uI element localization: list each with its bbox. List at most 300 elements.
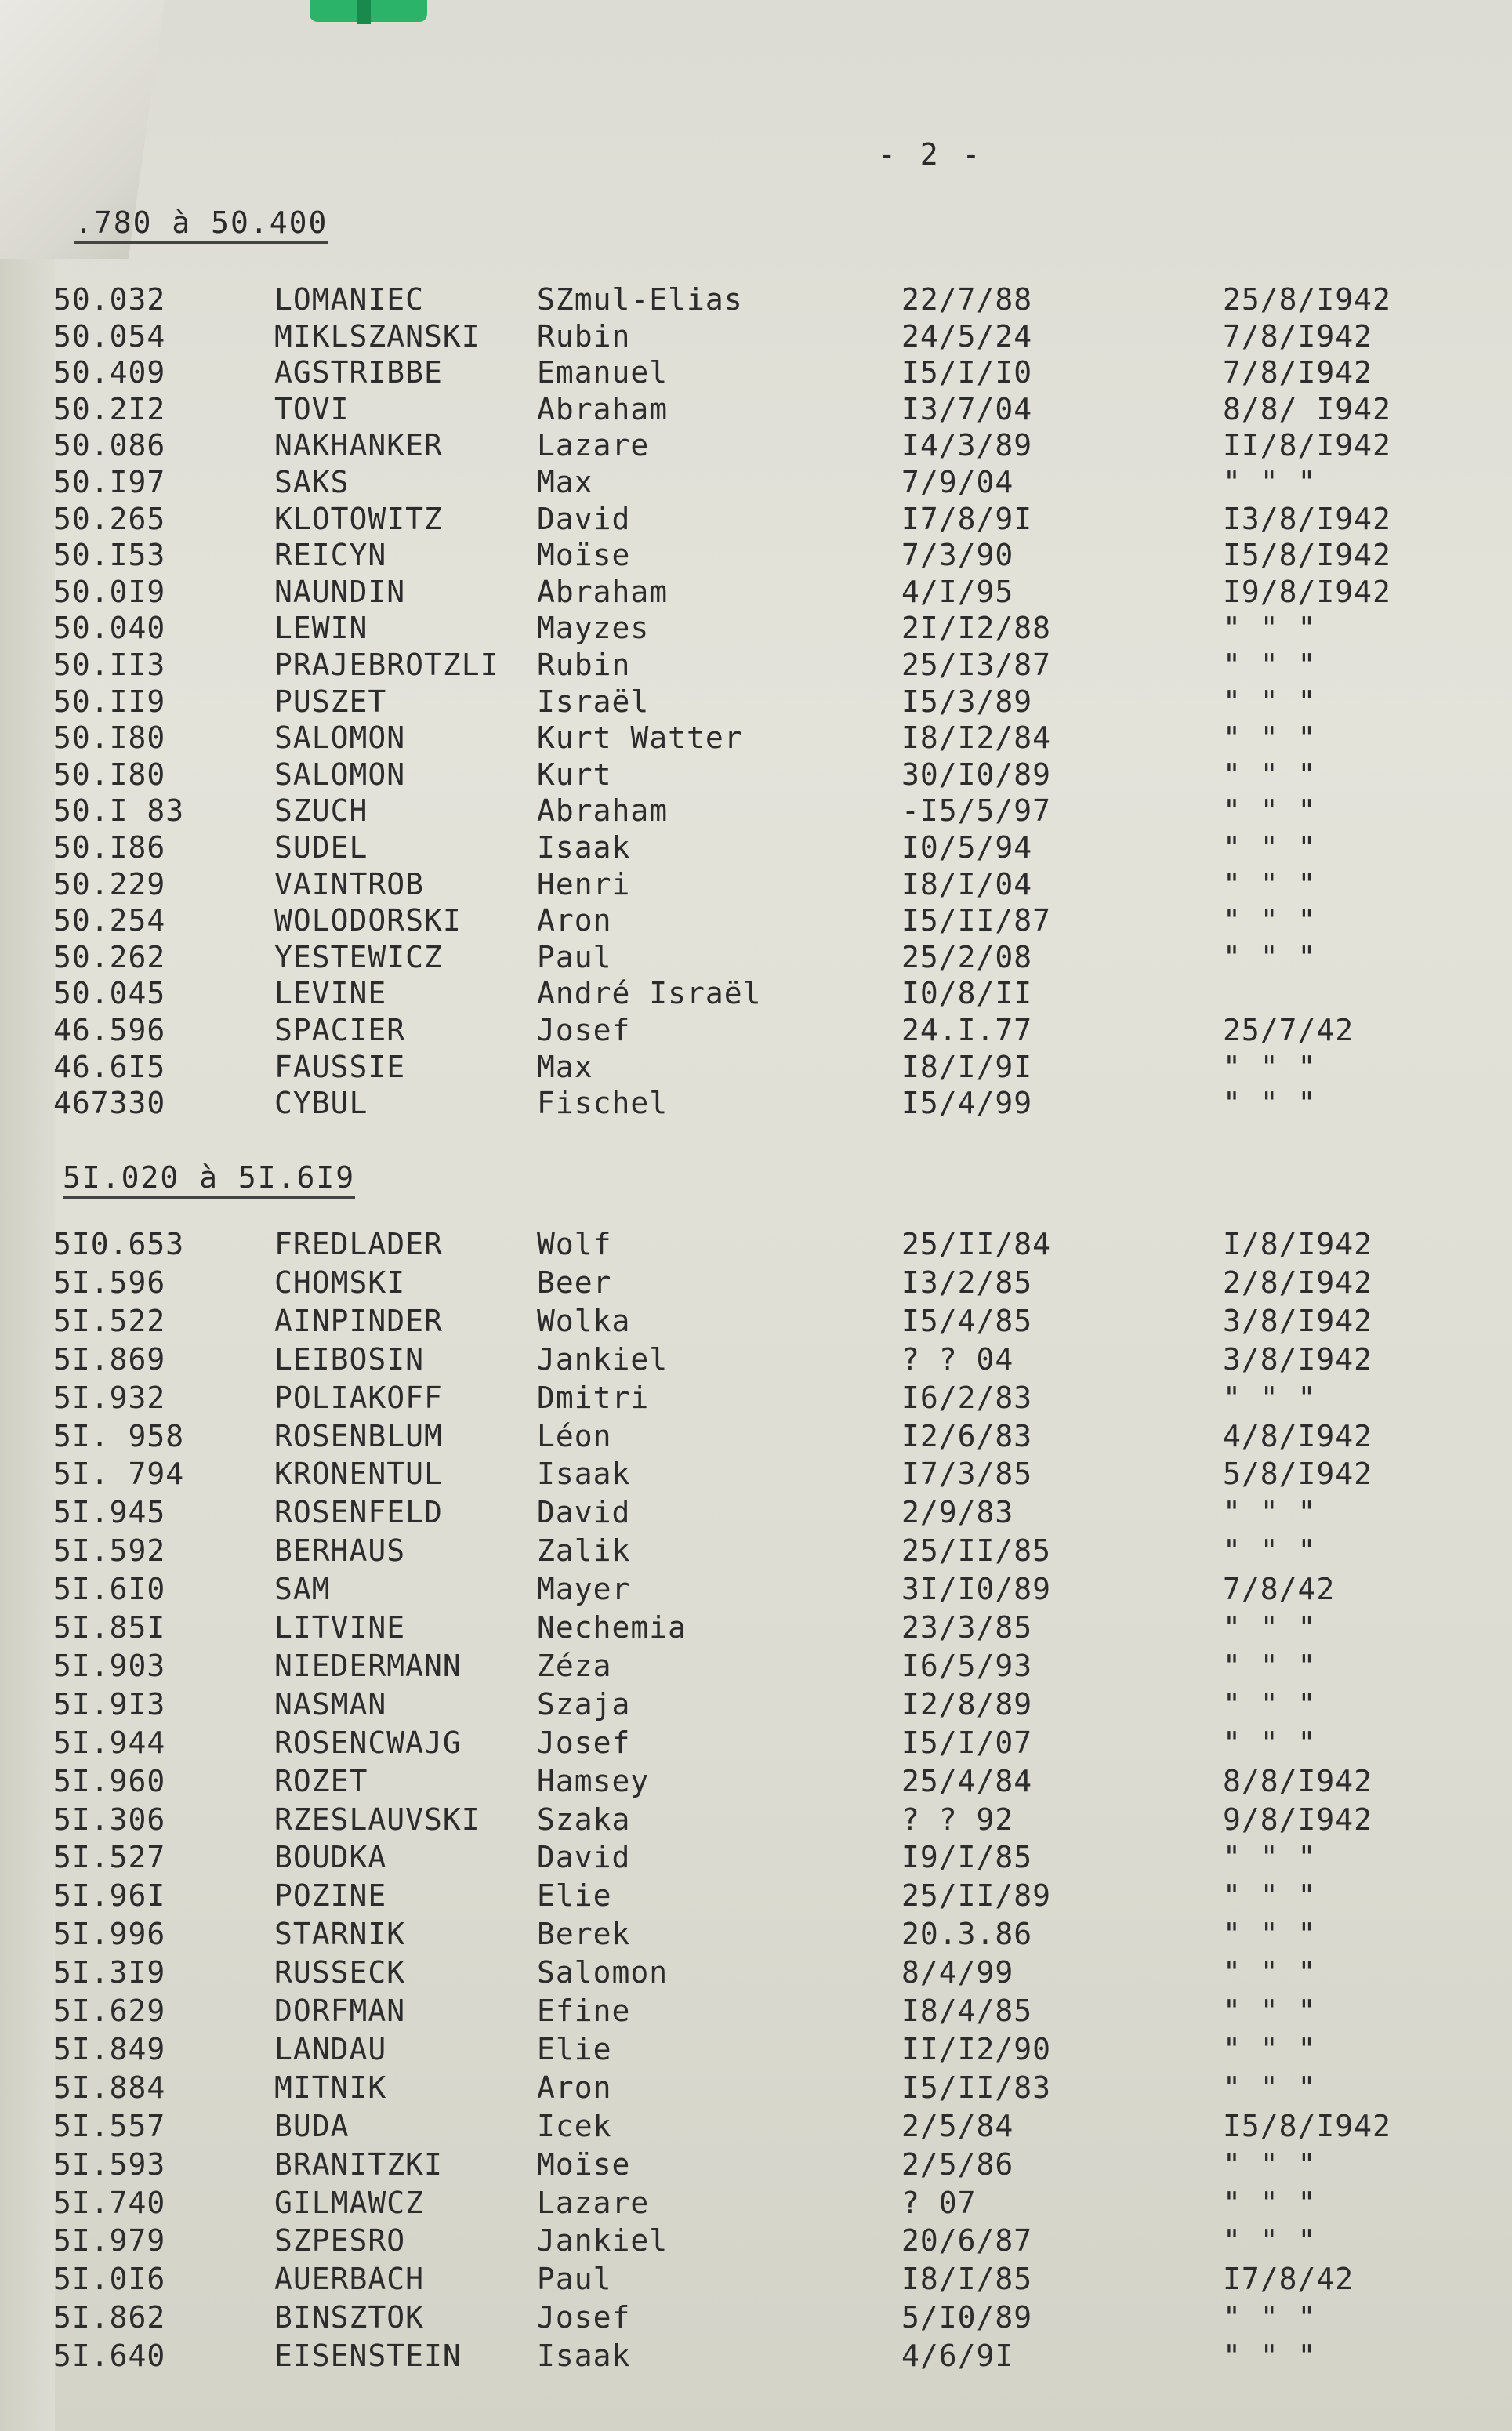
birth-date: I5/I/07: [901, 1725, 1033, 1760]
deportation-date: " " ": [1223, 830, 1317, 865]
first-name: Wolf: [537, 1227, 612, 1261]
record-number: 5I.527: [53, 1840, 166, 1875]
deportation-date: I7/8/42: [1223, 2262, 1354, 2297]
first-name: Berek: [537, 1917, 631, 1952]
record-number: 5I.306: [53, 1801, 166, 1837]
first-name: Paul: [537, 2262, 612, 2297]
birth-date: 20.3.86: [901, 1917, 1033, 1952]
birth-date: I6/2/83: [901, 1380, 1033, 1415]
surname: POZINE: [274, 1878, 387, 1914]
surname: STARNIK: [274, 1917, 406, 1952]
first-name: Josef: [537, 1013, 631, 1047]
surname: RUSSECK: [274, 1955, 406, 1990]
list-item: [0, 1381, 1512, 1418]
birth-date: ? 07: [901, 2185, 977, 2220]
section-range-heading: .780 à 50.400: [74, 205, 328, 244]
birth-date: ? ? 92: [901, 1801, 1014, 1837]
first-name: Isaak: [537, 830, 631, 865]
deportation-date: " " ": [1223, 1955, 1317, 1990]
deportation-date: 5/8/I942: [1223, 1457, 1373, 1492]
list-item: [0, 2070, 1512, 2108]
first-name: Szaja: [537, 1686, 631, 1722]
deportation-date: " " ": [1223, 1380, 1317, 1415]
first-name: Max: [537, 1049, 593, 1084]
deportation-date: I/8/I942: [1223, 1227, 1373, 1261]
birth-date: I7/8/9I: [901, 501, 1033, 536]
birth-date: 24.I.77: [901, 1013, 1033, 1047]
deportation-date: " " ": [1223, 1878, 1317, 1914]
first-name: Zéza: [537, 1648, 612, 1683]
deportation-date: 7/8/I942: [1223, 355, 1373, 390]
list-item: [0, 830, 1512, 868]
surname: MITNIK: [274, 2070, 387, 2105]
list-item: [0, 1419, 1512, 1457]
birth-date: 7/3/90: [901, 538, 1014, 573]
list-item: [0, 2109, 1512, 2146]
list-item: [0, 1649, 1512, 1686]
surname: SZUCH: [274, 793, 368, 829]
deportation-date: " " ": [1223, 648, 1317, 682]
list-item: [0, 1687, 1512, 1725]
birth-date: 3I/I0/89: [901, 1572, 1052, 1607]
deportation-date: " " ": [1223, 2338, 1317, 2374]
birth-date: I0/5/94: [901, 830, 1033, 865]
birth-date: 22/7/88: [901, 282, 1033, 317]
record-number: 50.I86: [53, 830, 166, 865]
surname: NAUNDIN: [274, 574, 406, 609]
record-number: 5I.96I: [53, 1878, 166, 1914]
list-item: [0, 1764, 1512, 1801]
list-item: [0, 1013, 1512, 1050]
first-name: Paul: [537, 939, 612, 974]
record-number: 50.I97: [53, 465, 166, 499]
record-number: 5I.629: [53, 1994, 166, 2028]
record-number: 50.I53: [53, 538, 166, 573]
record-number: 5I.522: [53, 1303, 166, 1338]
birth-date: I8/I/85: [901, 2262, 1033, 2297]
list-item: [0, 1802, 1512, 1840]
birth-date: I8/I2/84: [901, 720, 1052, 756]
deportation-date: " " ": [1223, 793, 1317, 829]
list-item: [0, 502, 1512, 539]
first-name: David: [537, 501, 631, 536]
first-name: Hamsey: [537, 1763, 650, 1798]
record-number: 5I.3I9: [53, 1955, 166, 1990]
record-number: 50.262: [53, 939, 166, 974]
birth-date: 25/II/84: [901, 1227, 1052, 1261]
birth-date: 20/6/87: [901, 2223, 1033, 2259]
record-number: 50.II3: [53, 648, 166, 682]
first-name: Isaak: [537, 2338, 631, 2374]
record-number: 50.229: [53, 866, 166, 902]
deportation-date: I5/8/I942: [1223, 2108, 1391, 2143]
birth-date: 30/I0/89: [901, 757, 1052, 792]
first-name: Lazare: [537, 2185, 650, 2220]
surname: LOMANIEC: [274, 282, 425, 317]
birth-date: 2/5/86: [901, 2146, 1014, 2182]
record-number: 5I0.653: [53, 1227, 185, 1261]
first-name: Fischel: [537, 1086, 669, 1121]
birth-date: -I5/5/97: [901, 793, 1052, 829]
birth-date: 25/2/08: [901, 939, 1033, 974]
list-item: [0, 355, 1512, 393]
birth-date: I2/8/89: [901, 1686, 1033, 1722]
birth-date: II/I2/90: [901, 2031, 1052, 2066]
birth-date: I2/6/83: [901, 1418, 1033, 1453]
first-name: Lazare: [537, 428, 650, 463]
surname: SPACIER: [274, 1013, 406, 1047]
surname: LEVINE: [274, 976, 387, 1011]
deportation-date: " " ": [1223, 684, 1317, 719]
surname: BINSZTOK: [274, 2300, 425, 2335]
record-number: 467330: [53, 1086, 166, 1121]
birth-date: 8/4/99: [901, 1955, 1014, 1990]
record-number: 5I.945: [53, 1495, 166, 1530]
deportation-date: " " ": [1223, 866, 1317, 902]
list-item: [0, 1994, 1512, 2031]
record-number: 5I.903: [53, 1648, 166, 1683]
deportation-date: 8/8/ I942: [1223, 391, 1391, 426]
first-name: Moïse: [537, 2146, 631, 2182]
list-item: [0, 684, 1512, 722]
record-number: 5I.557: [53, 2108, 166, 2143]
list-item: [0, 2300, 1512, 2338]
record-number: 5I.740: [53, 2185, 166, 2220]
deportation-date: " " ": [1223, 720, 1317, 756]
birth-date: 7/9/04: [901, 465, 1014, 499]
deportation-date: " " ": [1223, 2070, 1317, 2105]
surname: REICYN: [274, 538, 387, 573]
first-name: Wolka: [537, 1303, 631, 1338]
deportation-date: " " ": [1223, 2223, 1317, 2259]
deportation-date: " " ": [1223, 1917, 1317, 1952]
record-number: 5I.932: [53, 1380, 166, 1415]
surname: YESTEWICZ: [274, 939, 443, 974]
surname: RZESLAUVSKI: [274, 1801, 480, 1837]
list-item: [0, 1086, 1512, 1123]
surname: MIKLSZANSKI: [274, 318, 480, 354]
first-name: Efine: [537, 1994, 631, 2028]
deportation-date: II/8/I942: [1223, 428, 1391, 463]
list-item: [0, 319, 1512, 357]
record-number: 46.6I5: [53, 1049, 166, 1084]
birth-date: I5/4/99: [901, 1086, 1033, 1121]
surname: SAM: [274, 1572, 331, 1607]
birth-date: I5/I/I0: [901, 355, 1033, 390]
list-item: [0, 1955, 1512, 1993]
list-item: [0, 867, 1512, 905]
first-name: Elie: [537, 2031, 612, 2066]
first-name: Isaak: [537, 1457, 631, 1492]
surname: CYBUL: [274, 1086, 368, 1121]
list-item: [0, 2262, 1512, 2299]
birth-date: 2/5/84: [901, 2108, 1014, 2143]
surname: SAKS: [274, 465, 350, 499]
list-item: [0, 611, 1512, 648]
first-name: Elie: [537, 1878, 612, 1914]
first-name: Mayzes: [537, 611, 650, 646]
surname: AGSTRIBBE: [274, 355, 443, 390]
record-number: 5I.862: [53, 2300, 166, 2335]
surname: SUDEL: [274, 830, 368, 865]
first-name: Aron: [537, 2070, 612, 2105]
birth-date: I3/7/04: [901, 391, 1033, 426]
deportation-date: " " ": [1223, 2031, 1317, 2066]
first-name: Kurt: [537, 757, 612, 792]
first-name: Léon: [537, 1418, 612, 1453]
list-item: [0, 1227, 1512, 1264]
section-range-heading: 5I.020 à 5I.6I9: [63, 1160, 355, 1199]
first-name: Beer: [537, 1264, 612, 1300]
list-item: [0, 538, 1512, 575]
first-name: David: [537, 1840, 631, 1875]
list-item: [0, 1572, 1512, 1609]
page-number: - 2 -: [878, 137, 984, 172]
record-number: 50.I80: [53, 720, 166, 756]
deportation-date: 3/8/I942: [1223, 1303, 1373, 1338]
birth-date: I5/4/85: [901, 1303, 1033, 1338]
deportation-date: " " ": [1223, 903, 1317, 938]
surname: POLIAKOFF: [274, 1380, 443, 1415]
surname: LANDAU: [274, 2031, 387, 2066]
birth-date: I0/8/II: [901, 976, 1033, 1011]
surname: SALOMON: [274, 757, 406, 792]
list-item: [0, 940, 1512, 978]
birth-date: I5/II/83: [901, 2070, 1052, 2105]
surname: KLOTOWITZ: [274, 501, 443, 536]
deportation-date: " " ": [1223, 939, 1317, 974]
first-name: Emanuel: [537, 355, 669, 390]
list-item: [0, 2032, 1512, 2070]
record-number: 50.040: [53, 611, 166, 646]
record-number: 50.I 83: [53, 793, 185, 829]
list-item: [0, 757, 1512, 795]
list-item: [0, 648, 1512, 685]
record-number: 50.0I9: [53, 574, 166, 609]
first-name: Abraham: [537, 793, 669, 829]
birth-date: 25/II/89: [901, 1878, 1052, 1914]
first-name: Zalik: [537, 1533, 631, 1569]
surname: TOVI: [274, 391, 350, 426]
birth-date: 4/6/9I: [901, 2338, 1014, 2374]
surname: AINPINDER: [274, 1303, 443, 1338]
first-name: Rubin: [537, 318, 631, 354]
deportation-date: 7/8/I942: [1223, 318, 1373, 354]
birth-date: 25/I3/87: [901, 648, 1052, 682]
deportation-date: " " ": [1223, 1610, 1317, 1645]
list-item: [0, 976, 1512, 1014]
deportation-date: I5/8/I942: [1223, 538, 1391, 573]
first-name: Max: [537, 465, 593, 499]
record-number: 50.I80: [53, 757, 166, 792]
first-name: Szaka: [537, 1801, 631, 1837]
record-number: 50.032: [53, 282, 166, 317]
first-name: Israël: [537, 684, 650, 719]
deportation-date: " " ": [1223, 1840, 1317, 1875]
first-name: Moïse: [537, 538, 631, 573]
surname: KRONENTUL: [274, 1457, 443, 1492]
birth-date: I4/3/89: [901, 428, 1033, 463]
birth-date: 24/5/24: [901, 318, 1033, 354]
deportation-date: 25/8/I942: [1223, 282, 1391, 317]
list-item: [0, 2147, 1512, 2185]
deportation-date: " " ": [1223, 1049, 1317, 1084]
record-number: 5I.596: [53, 1264, 166, 1300]
deportation-date: I3/8/I942: [1223, 501, 1391, 536]
record-number: 50.265: [53, 501, 166, 536]
surname: BRANITZKI: [274, 2146, 443, 2182]
list-item: [0, 1457, 1512, 1494]
first-name: Aron: [537, 903, 612, 938]
list-item: [0, 1050, 1512, 1087]
list-item: [0, 575, 1512, 612]
deportation-date: " " ": [1223, 1725, 1317, 1760]
birth-date: 4/I/95: [901, 574, 1014, 609]
first-name: Icek: [537, 2108, 612, 2143]
deportation-date: " " ": [1223, 2300, 1317, 2335]
list-item: [0, 1878, 1512, 1916]
list-item: [0, 2186, 1512, 2223]
record-number: 5I. 958: [53, 1418, 185, 1453]
birth-date: 2I/I2/88: [901, 611, 1052, 646]
first-name: Henri: [537, 866, 631, 902]
list-item: [0, 282, 1512, 320]
deportation-date: " " ": [1223, 2185, 1317, 2220]
surname: LITVINE: [274, 1610, 406, 1645]
first-name: Salomon: [537, 1955, 669, 1990]
record-number: 5I.6I0: [53, 1572, 166, 1607]
first-name: Jankiel: [537, 2223, 669, 2259]
surname: FREDLADER: [274, 1227, 443, 1261]
list-item: [0, 2338, 1512, 2376]
birth-date: I3/2/85: [901, 1264, 1033, 1300]
record-number: 50.II9: [53, 684, 166, 719]
surname: AUERBACH: [274, 2262, 425, 2297]
deportation-date: 4/8/I942: [1223, 1418, 1373, 1453]
birth-date: I8/4/85: [901, 1994, 1033, 2028]
list-item: [0, 793, 1512, 831]
first-name: André Israël: [537, 976, 762, 1011]
surname: EISENSTEIN: [274, 2338, 462, 2374]
deportation-date: " " ": [1223, 465, 1317, 499]
deportation-date: 2/8/I942: [1223, 1264, 1373, 1300]
surname: PUSZET: [274, 684, 387, 719]
birth-date: 25/II/85: [901, 1533, 1052, 1569]
deportation-date: " " ": [1223, 1648, 1317, 1683]
surname: BOUDKA: [274, 1840, 387, 1875]
surname: SZPESRO: [274, 2223, 406, 2259]
record-number: 5I.640: [53, 2338, 166, 2374]
record-number: 50.254: [53, 903, 166, 938]
record-number: 5I.996: [53, 1917, 166, 1952]
surname: ROSENCWAJG: [274, 1725, 462, 1760]
first-name: Mayer: [537, 1572, 631, 1607]
record-number: 5I. 794: [53, 1457, 185, 1492]
birth-date: I5/II/87: [901, 903, 1052, 938]
surname: NIEDERMANN: [274, 1648, 462, 1683]
record-number: 5I.944: [53, 1725, 166, 1760]
list-item: [0, 1840, 1512, 1878]
deportation-date: 3/8/I942: [1223, 1341, 1373, 1377]
surname: ROSENFELD: [274, 1495, 443, 1530]
deportation-date: 25/7/42: [1223, 1013, 1354, 1047]
paper-clip-tab: [357, 0, 371, 24]
deportation-date: " " ": [1223, 1495, 1317, 1530]
record-number: 5I.960: [53, 1763, 166, 1798]
surname: SALOMON: [274, 720, 406, 756]
deportation-date: " " ": [1223, 757, 1317, 792]
deportation-date: 9/8/I942: [1223, 1801, 1373, 1837]
first-name: Josef: [537, 1725, 631, 1760]
birth-date: I9/I/85: [901, 1840, 1033, 1875]
surname: VAINTROB: [274, 866, 425, 902]
list-item: [0, 1495, 1512, 1533]
deportation-date: " " ": [1223, 1686, 1317, 1722]
deportation-date: " " ": [1223, 611, 1317, 646]
birth-date: I7/3/85: [901, 1457, 1033, 1492]
list-item: [0, 1304, 1512, 1341]
deportation-date: " " ": [1223, 1533, 1317, 1569]
birth-date: I8/I/9I: [901, 1049, 1033, 1084]
surname: LEWIN: [274, 611, 368, 646]
list-item: [0, 428, 1512, 466]
first-name: Dmitri: [537, 1380, 650, 1415]
record-number: 50.045: [53, 976, 166, 1011]
record-number: 5I.9I3: [53, 1686, 166, 1722]
list-item: [0, 1533, 1512, 1571]
deportation-date: " " ": [1223, 2146, 1317, 2182]
first-name: Josef: [537, 2300, 631, 2335]
list-item: [0, 903, 1512, 941]
list-item: [0, 1725, 1512, 1763]
birth-date: I5/3/89: [901, 684, 1033, 719]
first-name: SZmul-Elias: [537, 282, 743, 317]
list-item: [0, 1265, 1512, 1303]
birth-date: 23/3/85: [901, 1610, 1033, 1645]
first-name: Jankiel: [537, 1341, 669, 1377]
deportation-date: " " ": [1223, 1994, 1317, 2028]
record-number: 5I.592: [53, 1533, 166, 1569]
record-number: 5I.869: [53, 1341, 166, 1377]
record-number: 46.596: [53, 1013, 166, 1047]
list-item: [0, 1342, 1512, 1380]
surname: NAKHANKER: [274, 428, 443, 463]
list-item: [0, 720, 1512, 758]
surname: ROZET: [274, 1763, 368, 1798]
list-item: [0, 465, 1512, 503]
surname: LEIBOSIN: [274, 1341, 425, 1377]
surname: PRAJEBROTZLI: [274, 648, 499, 682]
record-number: 5I.979: [53, 2223, 166, 2259]
surname: ROSENBLUM: [274, 1418, 443, 1453]
birth-date: 5/I0/89: [901, 2300, 1033, 2335]
list-item: [0, 1610, 1512, 1648]
deportation-date: 7/8/42: [1223, 1572, 1336, 1607]
first-name: Abraham: [537, 574, 669, 609]
deportation-date: I9/8/I942: [1223, 574, 1391, 609]
surname: DORFMAN: [274, 1994, 406, 2028]
record-number: 5I.85I: [53, 1610, 166, 1645]
list-item: [0, 1917, 1512, 1954]
birth-date: ? ? 04: [901, 1341, 1014, 1377]
surname: FAUSSIE: [274, 1049, 406, 1084]
record-number: 50.054: [53, 318, 166, 354]
first-name: Nechemia: [537, 1610, 687, 1645]
birth-date: I6/5/93: [901, 1648, 1033, 1683]
deportation-date: " " ": [1223, 1086, 1317, 1121]
first-name: Rubin: [537, 648, 631, 682]
record-number: 5I.884: [53, 2070, 166, 2105]
